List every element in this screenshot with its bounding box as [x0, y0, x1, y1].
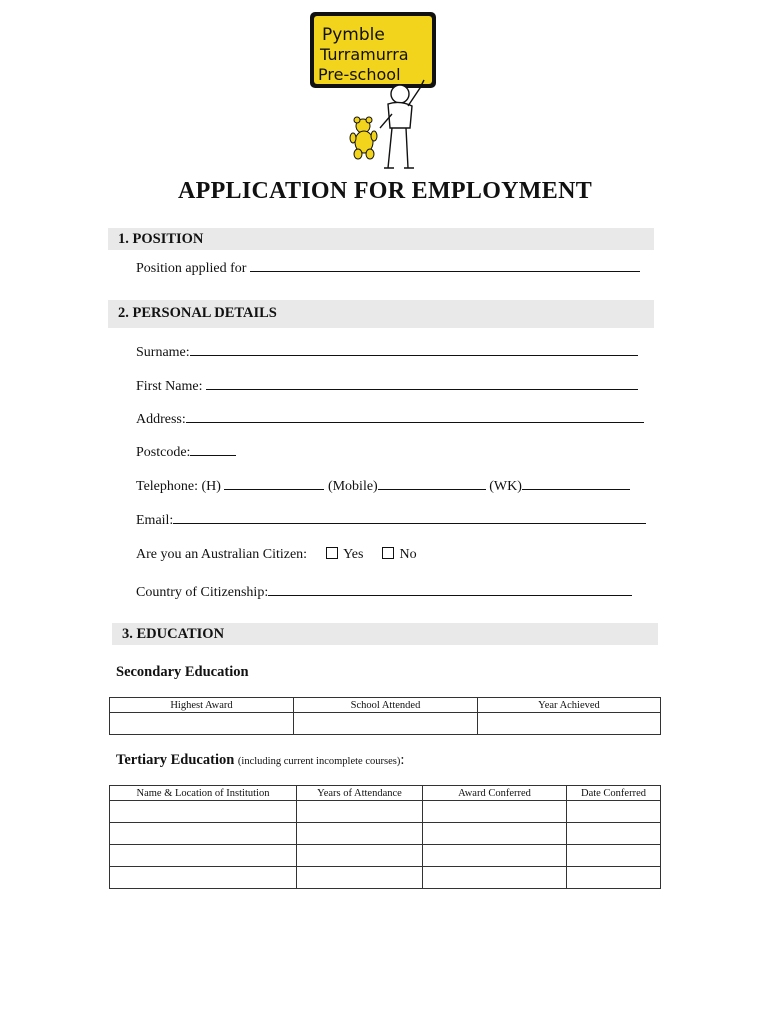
position-field	[136, 258, 640, 277]
tel-work-label: (WK)	[489, 479, 522, 494]
yes-checkbox[interactable]	[326, 547, 338, 559]
yes-label: Yes	[343, 547, 364, 562]
table-cell[interactable]	[478, 713, 661, 735]
section-position-header	[108, 228, 654, 250]
field-label: Email:	[136, 513, 174, 528]
column-header: Year Achieved	[478, 698, 661, 713]
table-cell[interactable]	[423, 823, 567, 845]
table-cell[interactable]	[297, 801, 423, 823]
section-personal-header	[108, 300, 654, 328]
table-row	[110, 801, 661, 823]
table-cell[interactable]	[423, 801, 567, 823]
table-row	[110, 823, 661, 845]
tel-work-input-line[interactable]	[522, 476, 630, 490]
tertiary-colon: :	[400, 752, 405, 768]
table-row	[110, 867, 661, 889]
table-cell[interactable]	[297, 845, 423, 867]
field-label: Postcode:	[136, 445, 191, 460]
table-cell[interactable]	[423, 867, 567, 889]
address-field	[136, 409, 644, 428]
surname-input-line[interactable]	[190, 342, 638, 356]
table-row	[110, 845, 661, 867]
field-label: Are you an Australian Citizen:	[136, 547, 308, 562]
column-header: Date Conferred	[567, 786, 661, 801]
table-cell[interactable]	[423, 845, 567, 867]
country-field	[136, 582, 632, 601]
country-input-line[interactable]	[268, 582, 632, 596]
table-cell[interactable]	[110, 823, 297, 845]
secondary-education-table	[109, 697, 661, 735]
tertiary-note: (including current incomplete courses)	[237, 756, 401, 767]
tel-home-input-line[interactable]	[224, 476, 324, 490]
column-header: Highest Award	[110, 698, 294, 713]
section-heading: 2. PERSONAL DETAILS	[118, 305, 277, 321]
first-name-field	[136, 376, 638, 395]
logo-graphic	[308, 10, 444, 172]
field-label: Position applied for	[136, 261, 247, 276]
no-checkbox[interactable]	[382, 547, 394, 559]
tertiary-education-title	[116, 752, 404, 769]
table-row	[110, 713, 661, 735]
logo-line3: Pre-school	[318, 65, 401, 84]
table-cell[interactable]	[294, 713, 478, 735]
tertiary-education-table	[109, 785, 661, 889]
table-cell[interactable]	[297, 823, 423, 845]
table-cell[interactable]	[567, 823, 661, 845]
tertiary-title-text: Tertiary Education	[116, 752, 235, 768]
tel-mobile-input-line[interactable]	[378, 476, 486, 490]
table-cell[interactable]	[567, 801, 661, 823]
secondary-education-title: Secondary Education	[116, 664, 249, 680]
field-label: First Name:	[136, 379, 203, 394]
telephone-field	[136, 476, 630, 495]
position-input-line[interactable]	[250, 258, 640, 272]
column-header: Name & Location of Institution	[110, 786, 297, 801]
table-cell[interactable]	[110, 713, 294, 735]
tel-home-label: Telephone: (H)	[136, 479, 221, 494]
citizen-question	[136, 547, 417, 563]
address-input-line[interactable]	[186, 409, 644, 423]
section-education-header	[112, 623, 658, 645]
table-cell[interactable]	[567, 867, 661, 889]
preschool-logo	[308, 10, 444, 172]
email-input-line[interactable]	[173, 510, 646, 524]
postcode-input-line[interactable]	[190, 442, 236, 456]
column-header: School Attended	[294, 698, 478, 713]
column-header: Years of Attendance	[297, 786, 423, 801]
field-label: Surname:	[136, 345, 190, 360]
postcode-field	[136, 442, 236, 461]
table-cell[interactable]	[110, 801, 297, 823]
first-name-input-line[interactable]	[206, 376, 638, 390]
surname-field	[136, 342, 638, 361]
logo-line2: Turramurra	[320, 45, 409, 64]
table-cell[interactable]	[297, 867, 423, 889]
email-field	[136, 510, 646, 529]
column-header: Award Conferred	[423, 786, 567, 801]
page-title: APPLICATION FOR EMPLOYMENT	[177, 178, 593, 204]
field-label: Address:	[136, 412, 186, 427]
no-label: No	[399, 547, 417, 562]
table-cell[interactable]	[110, 867, 297, 889]
field-label: Country of Citizenship:	[136, 585, 269, 600]
section-heading: 3. EDUCATION	[122, 626, 225, 642]
section-heading: 1. POSITION	[118, 231, 204, 247]
logo-line1: Pymble	[322, 25, 385, 45]
tel-mobile-label: (Mobile)	[327, 479, 378, 494]
table-cell[interactable]	[110, 845, 297, 867]
table-cell[interactable]	[567, 845, 661, 867]
